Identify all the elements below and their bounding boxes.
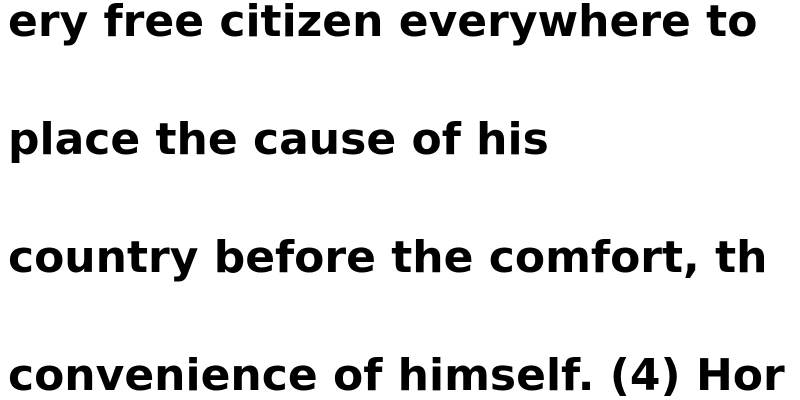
text-line-4: convenience of himself. (4) Hor	[8, 350, 785, 400]
text-line-1: ery free citizen everywhere to	[8, 0, 758, 47]
text-line-2: place the cause of his	[8, 114, 549, 165]
text-line-3: country before the comfort, th	[8, 232, 768, 283]
